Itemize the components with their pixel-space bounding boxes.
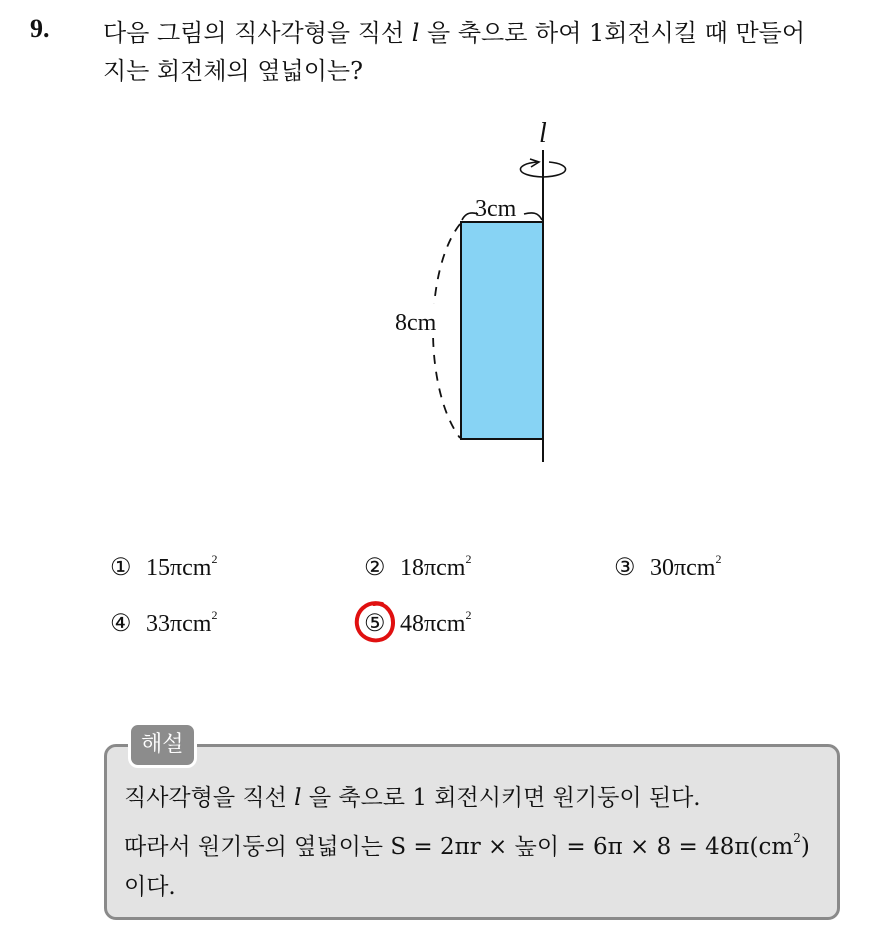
question-number: 9. [30,14,50,43]
solution-line-3: 이다. [124,874,176,900]
question-line-2: 지는 회전체의 옆넓이는? [103,57,363,85]
choice-3-value: 30πcm [650,555,716,581]
figure-rectangle [461,222,543,439]
choice-2[interactable]: ② 18πcm$^2$ [364,552,472,581]
question-line-1: 다음 그림의 직사각형을 직선 l 을 축으로 하여 1회전시킬 때 만들어 [103,19,806,47]
choice-2-value: 18πcm [400,555,466,581]
answer-circle-mark [352,598,398,646]
solution-axis-variable: l [294,785,302,811]
choice-3[interactable]: ③ 30πcm$^2$ [614,552,722,581]
choice-1-value: 15πcm [146,555,212,581]
solution-line-1: 직사각형을 직선 l 을 축으로 1 회전시키면 원기둥이 된다. [124,785,701,811]
solution-formula: S = 2πr × 높이 = 6π × 8 = 48π(cm [390,834,794,860]
choice-5[interactable]: ⑤ 48πcm$^2$ [364,608,472,637]
choice-5-value: 48πcm [400,611,466,637]
choice-5-mark: ⑤ [364,611,386,637]
axis-label: l [539,118,547,149]
choice-4-mark: ④ [110,611,132,637]
solution-tag: 해설 [128,722,197,768]
axis-variable: l [411,19,420,47]
choice-2-mark: ② [364,555,386,581]
choice-1[interactable]: ① 15πcm$^2$ [110,552,218,581]
choice-4-value: 33πcm [146,611,212,637]
height-label: 8cm [395,310,437,336]
solution-line-2: 따라서 원기둥의 옆넓이는 S = 2πr × 높이 = $6\pi \times 8 = 48\pi(cm^2)$ [124,831,810,860]
choice-4[interactable]: ④ 33πcm$^2$ [110,608,218,637]
choice-3-mark: ③ [614,555,636,581]
solution-text [124,778,834,907]
choice-1-mark: ① [110,555,132,581]
width-label: 3cm [475,196,517,222]
